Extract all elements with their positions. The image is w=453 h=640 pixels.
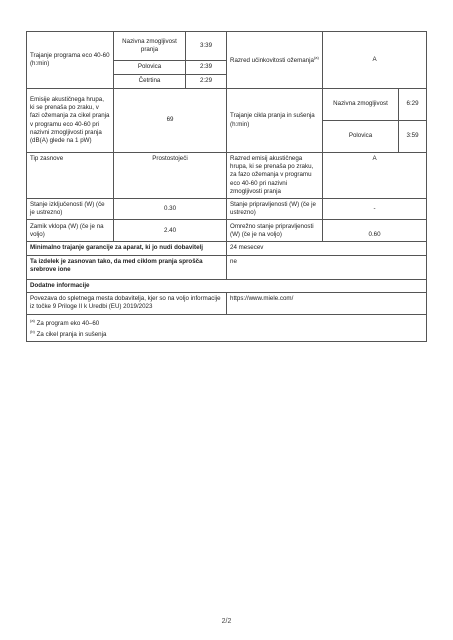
footnotes	[27, 314, 427, 342]
wash-dry-duration-label: Trajanje cikla pranja in sušenja (h:min)	[227, 89, 323, 153]
capacity-full-label: Nazivna zmogljivost pranja	[114, 32, 186, 61]
off-mode-label: Stanje izključenosti (W) (če je ustrezno)	[27, 199, 114, 220]
noise-class-label: Razred emisij akustičnega hrupa, ki se prenaša po zraku, za fazo ožemanja v programu eco 40-60 pri nazivni zmogljivosti pranja	[227, 153, 323, 199]
design-type-label: Tip zasnove	[27, 153, 114, 199]
spin-efficiency-value: A	[323, 32, 427, 89]
noise-emission-label: Emisije akustičnega hrupa, ki se prenaša po zraku, v fazi ožemanja za cikel pranja v programu eco 40-60 pri nazivni zmogljivosti pranja (dB(A) glede na 1 pW)	[27, 89, 114, 153]
supplier-link-label: Povezava do spletnega mesta dobavitelja, kjer so na voljo informacije iz točke 9 Priloge II k Uredbi (EU) 2019/2023	[27, 292, 227, 314]
wash-dry-half-value: 3:59	[399, 121, 427, 153]
spin-efficiency-label: Razred učinkovitosti ožemanja$^{(a)}$	[227, 32, 323, 89]
silver-ions-label: Ta izdelek je zasnovan tako, da med ciklom pranja sprošča srebrove ione	[27, 255, 227, 279]
warranty-label: Minimalno trajanje garancije za aparat, ki jo nudi dobavitelj	[27, 242, 227, 255]
spec-table	[26, 31, 427, 342]
product-information-sheet	[26, 31, 426, 342]
footnote-b: $^{(b)}$ Za cikel pranja in sušenja	[30, 329, 107, 339]
page-number: 2/2	[221, 618, 232, 625]
noise-class-value: A	[323, 153, 427, 199]
additional-info-heading: Dodatne informacije	[27, 279, 427, 292]
silver-ions-value: ne	[227, 255, 427, 279]
program-duration-label: Trajanje programa eco 40-60 (h:min)	[27, 32, 114, 89]
off-mode-value: 0.30	[114, 199, 227, 220]
supplier-link-value: https://www.miele.com/	[227, 292, 427, 314]
network-standby-label: Omrežno stanje pripravljenosti (W) (če je na voljo)	[227, 220, 323, 242]
duration-full-value: 3:39	[186, 32, 227, 61]
standby-value: -	[323, 199, 427, 220]
wash-dry-full-label: Nazivna zmogljivost	[323, 89, 399, 121]
footnote-a: $^{(a)}$ Za program eko 40–60	[30, 317, 100, 327]
duration-quarter-value: 2:29	[186, 75, 227, 89]
delay-start-label: Zamik vklopa (W) (če je na voljo)	[27, 220, 114, 242]
duration-half-value: 2:39	[186, 61, 227, 75]
capacity-quarter-label: Četrtina	[114, 75, 186, 89]
capacity-half-label: Polovica	[114, 61, 186, 75]
wash-dry-half-label: Polovica	[323, 121, 399, 153]
noise-emission-value: 69	[114, 89, 227, 153]
standby-label: Stanje pripravljenosti (W) (če je ustrezno)	[227, 199, 323, 220]
wash-dry-full-value: 6:29	[399, 89, 427, 121]
warranty-value: 24 mesecev	[227, 242, 427, 255]
network-standby-value: 0.60	[323, 220, 427, 242]
delay-start-value: 2.40	[114, 220, 227, 242]
design-type-value: Prostostoječi	[114, 153, 227, 199]
